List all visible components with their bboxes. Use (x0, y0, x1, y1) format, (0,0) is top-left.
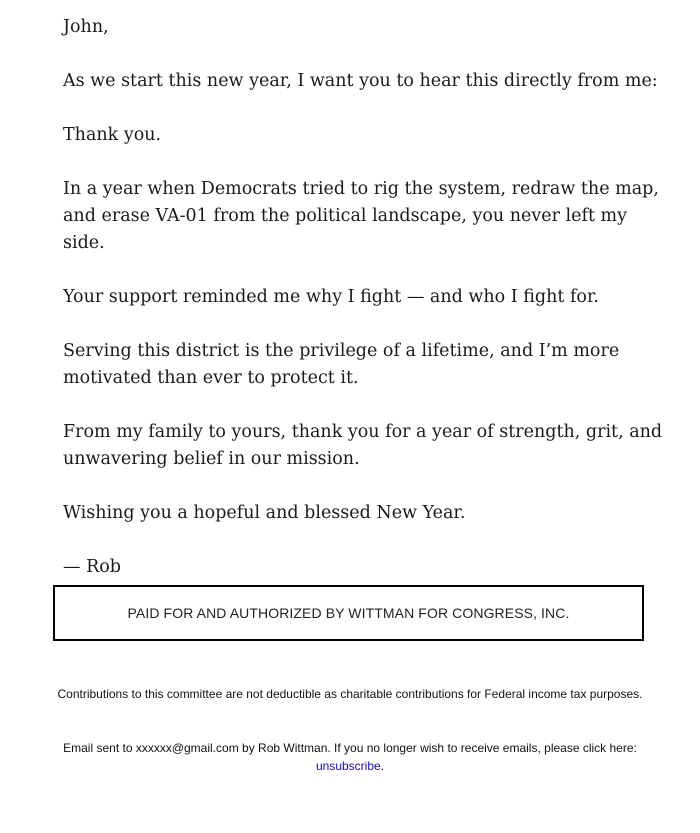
paid-for-disclaimer-box (53, 585, 644, 641)
paragraph-support: Your support reminded me why I fight — and who I fight for. (63, 287, 599, 307)
contributions-note-text: Contributions to this committee are not deductible as charitable contributions for Federal income tax purposes. (57, 687, 643, 701)
email-sent-notice (40, 739, 660, 775)
signature: — Rob (63, 557, 121, 577)
paid-for-text: PAID FOR AND AUTHORIZED BY WITTMAN FOR CONGRESS, INC. (127, 605, 570, 621)
paragraph-serving: Serving this district is the privilege of a lifetime, and I’m more motivated than ever to protect it. (63, 341, 620, 388)
paragraph-wishes: Wishing you a hopeful and blessed New Year. (63, 503, 466, 523)
paragraph-family: From my family to yours, thank you for a year of strength, grit, and unwavering belief in our mission. (63, 422, 663, 469)
unsubscribe-link[interactable]: unsubscribe (315, 759, 381, 773)
email-body (63, 14, 663, 581)
trailing-period: . (380, 759, 385, 773)
email-sent-text: Email sent to xxxxxx@gmail.com by Rob Wittman. If you no longer wish to receive emails, please click here: (63, 741, 637, 755)
paragraph-intro: As we start this new year, I want you to hear this directly from me: (63, 71, 658, 91)
paragraph-democrats: In a year when Democrats tried to rig the system, redraw the map, and erase VA-01 from the political landscape, you never left my side. (63, 179, 659, 253)
contributions-note (40, 685, 660, 703)
greeting: John, (63, 17, 109, 37)
paragraph-thank-you: Thank you. (63, 125, 162, 145)
